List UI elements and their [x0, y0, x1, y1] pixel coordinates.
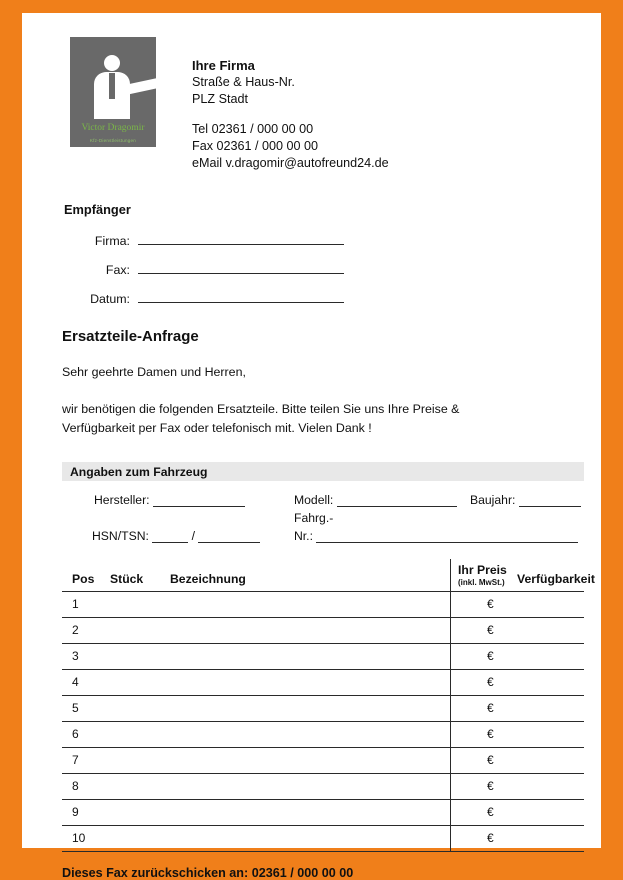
company-name: Ihre Firma: [192, 58, 255, 73]
recipient-label-datum: Datum:: [90, 292, 130, 306]
cell-currency: €: [487, 597, 494, 611]
label-fahrgnr-line2: Nr.:: [294, 529, 313, 543]
label-fahrgnr-line1: Fahrg.-: [294, 511, 334, 525]
col-header-verfuegbarkeit: Verfügbarkeit: [517, 572, 595, 586]
vehicle-fields: [62, 493, 583, 553]
cell-currency: €: [487, 805, 494, 819]
cell-pos: 2: [72, 623, 79, 637]
label-hersteller: Hersteller:: [94, 493, 150, 507]
cell-currency: €: [487, 623, 494, 637]
cell-pos: 1: [72, 597, 79, 611]
parts-table: [62, 557, 595, 852]
cell-currency: €: [487, 779, 494, 793]
company-email: eMail v.dragomir@autofreund24.de: [192, 156, 389, 170]
label-hsntsn: HSN/TSN:: [92, 529, 149, 543]
company-fax: Fax 02361 / 000 00 00: [192, 139, 319, 153]
vehicle-section-bar: [62, 462, 584, 481]
page-title: Ersatzteile-Anfrage: [62, 328, 199, 345]
table-row[interactable]: [62, 748, 584, 774]
cell-pos: 8: [72, 779, 79, 793]
cell-pos: 4: [72, 675, 79, 689]
table-column-divider: [450, 800, 451, 825]
table-column-divider: [450, 559, 451, 591]
table-column-divider: [450, 826, 451, 851]
table-header-row: [62, 557, 595, 592]
cell-pos: 7: [72, 753, 79, 767]
footer-note: Dieses Fax zurückschicken an: 02361 / 000 00 00: [62, 866, 354, 880]
vehicle-section-title: Angaben zum Fahrzeug: [70, 464, 208, 479]
recipient-input-datum[interactable]: [138, 289, 344, 303]
table-column-divider: [450, 748, 451, 773]
businessman-icon: [90, 55, 136, 119]
input-hsn[interactable]: [152, 529, 188, 543]
cell-currency: €: [487, 727, 494, 741]
salutation-text: Sehr geehrte Damen und Herren,: [62, 365, 246, 379]
cell-pos: 10: [72, 831, 86, 845]
col-header-stueck: Stück: [110, 572, 144, 586]
recipient-field-datum: [64, 289, 583, 306]
cell-currency: €: [487, 649, 494, 663]
input-baujahr[interactable]: [519, 493, 581, 507]
document-page: [22, 13, 601, 880]
company-details: [192, 37, 389, 172]
input-fahrgnr[interactable]: [316, 529, 578, 543]
col-header-pos: Pos: [72, 572, 95, 586]
letterhead: [42, 25, 583, 172]
table-column-divider: [450, 618, 451, 643]
col-header-bezeichnung: Bezeichnung: [170, 572, 246, 586]
table-column-divider: [450, 670, 451, 695]
company-street: Straße & Haus-Nr.: [192, 75, 295, 89]
recipient-label-fax: Fax:: [105, 263, 130, 277]
recipient-input-fax[interactable]: [138, 260, 344, 274]
label-modell: Modell:: [294, 493, 334, 507]
recipient-label-firma: Firma:: [94, 234, 130, 248]
col-header-preis-sub: (inkl. MwSt.): [458, 578, 505, 587]
cell-currency: €: [487, 831, 494, 845]
logo-subtitle: Kfz-Dienstleistungen: [89, 138, 137, 143]
cell-pos: 5: [72, 701, 79, 715]
table-row[interactable]: [62, 722, 584, 748]
cell-pos: 3: [72, 649, 79, 663]
table-column-divider: [450, 592, 451, 617]
recipient-field-firma: [64, 231, 583, 248]
recipient-fields: [64, 231, 583, 306]
cell-pos: 6: [72, 727, 79, 741]
table-row[interactable]: [62, 644, 584, 670]
body-text: wir benötigen die folgenden Ersatzteile. Bitte teilen Sie uns Ihre Preise & Verfügbarkeit per Fax oder telefonisch mit. Vielen Dank !: [62, 402, 460, 435]
input-modell[interactable]: [337, 493, 457, 507]
input-hersteller[interactable]: [153, 493, 245, 507]
table-column-divider: [450, 722, 451, 747]
table-row[interactable]: [62, 800, 584, 826]
input-tsn[interactable]: [198, 529, 260, 543]
cell-pos: 9: [72, 805, 79, 819]
table-row[interactable]: [62, 696, 584, 722]
label-slash: /: [191, 529, 196, 543]
table-column-divider: [450, 774, 451, 799]
recipient-input-firma[interactable]: [138, 231, 344, 245]
label-baujahr: Baujahr:: [470, 493, 516, 507]
table-row[interactable]: [62, 618, 584, 644]
col-header-preis: Ihr Preis: [458, 563, 507, 577]
company-logo: [70, 37, 156, 147]
table-row[interactable]: [62, 592, 584, 618]
table-row[interactable]: [62, 774, 584, 800]
recipient-heading: Empfänger: [64, 202, 131, 217]
company-tel: Tel 02361 / 000 00 00: [192, 122, 314, 136]
cell-currency: €: [487, 753, 494, 767]
logo-name: Victor Dragomir: [81, 123, 145, 133]
table-row[interactable]: [62, 826, 584, 852]
table-column-divider: [450, 644, 451, 669]
company-city: PLZ Stadt: [192, 92, 249, 106]
table-body: [62, 592, 584, 852]
table-column-divider: [450, 696, 451, 721]
recipient-field-fax: [64, 260, 583, 277]
table-row[interactable]: [62, 670, 584, 696]
cell-currency: €: [487, 701, 494, 715]
cell-currency: €: [487, 675, 494, 689]
